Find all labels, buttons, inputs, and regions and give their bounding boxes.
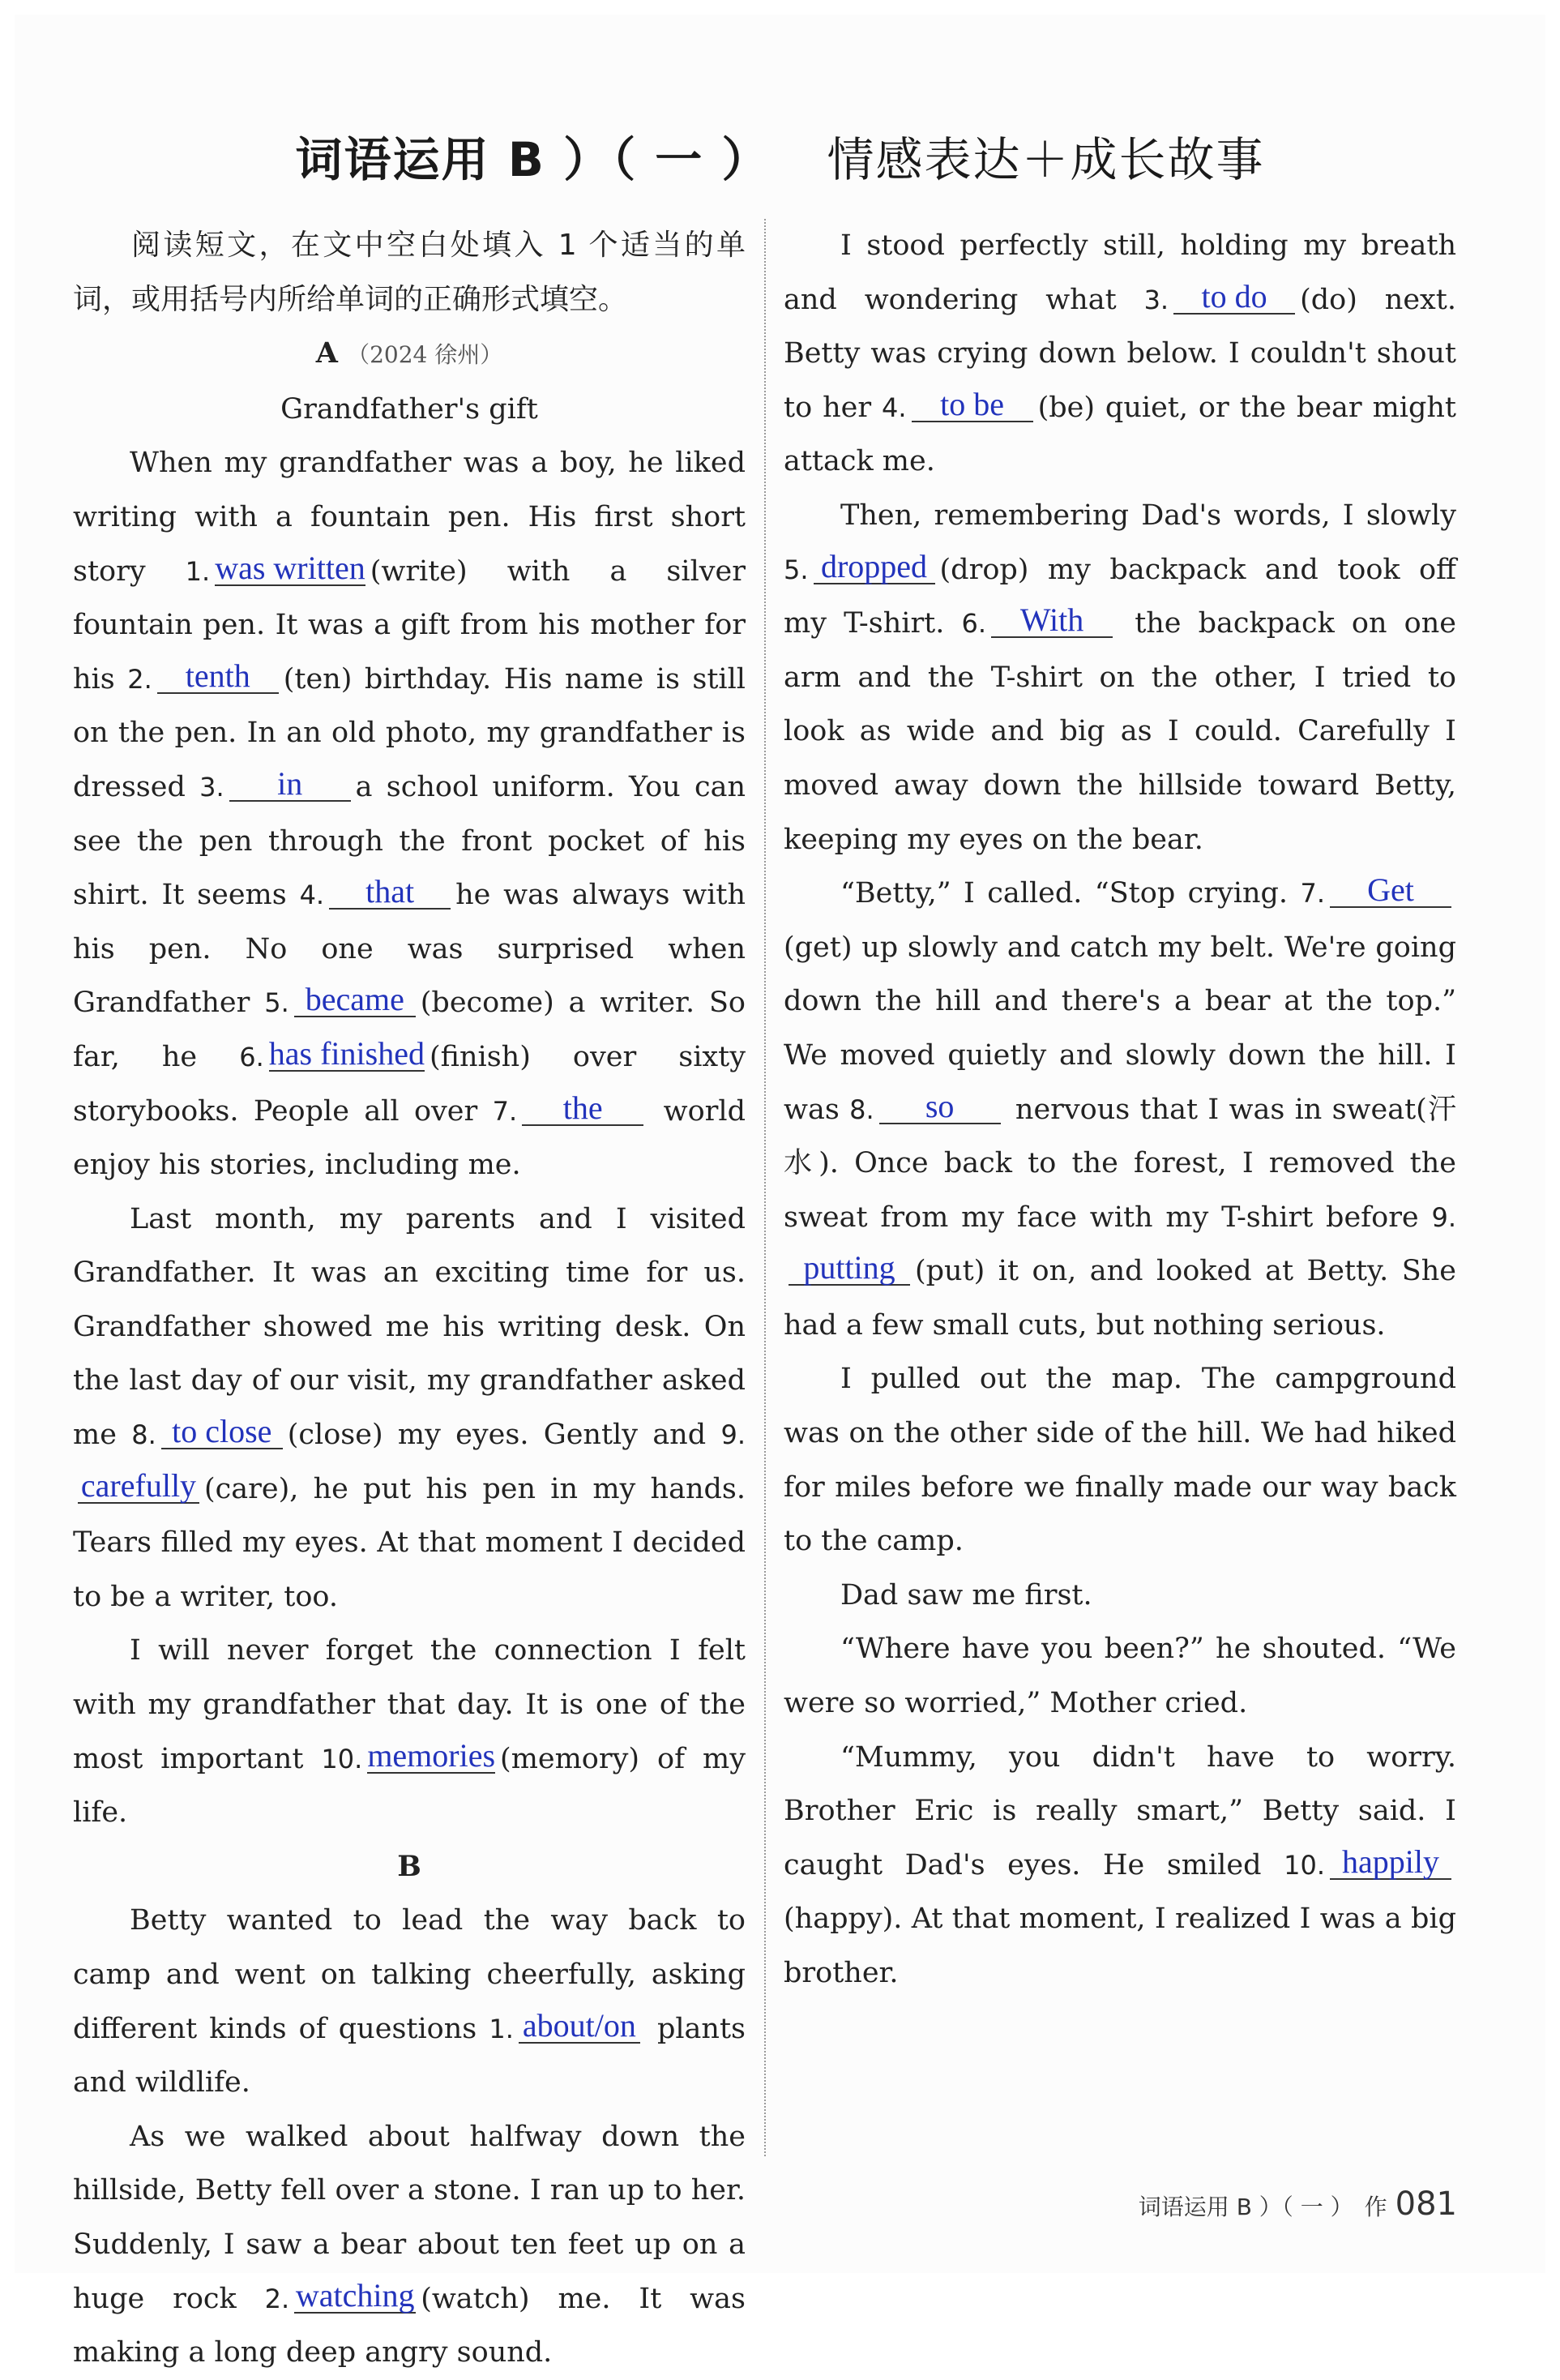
answer-blank-b9[interactable]: putting bbox=[789, 1252, 910, 1286]
text: “Mummy, you didn't have to worry. Brother Eric is really smart,” Betty said. I caught Dad's eyes. He smiled bbox=[784, 1740, 1456, 1881]
blank-number: 7. bbox=[1300, 878, 1325, 910]
text: I stood perfectly still, holding my breath and wondering what bbox=[784, 229, 1456, 316]
answer-blank-a6[interactable]: has finished bbox=[268, 1034, 425, 1072]
section-b-paragraph-6: I pulled out the map. The campground was on the other side of the hill. We had hiked for miles before we finally made our way back to the camp. bbox=[784, 1363, 1456, 1558]
blank-number: 3. bbox=[1143, 284, 1169, 315]
blank-number: 1. bbox=[489, 2013, 514, 2044]
blank-number: 10. bbox=[1284, 1849, 1325, 1881]
section-a-label: A bbox=[315, 336, 338, 370]
blank-number: 9. bbox=[720, 1419, 746, 1451]
answer-blank-a9[interactable]: carefully bbox=[78, 1470, 199, 1504]
text: (write) with a silver fountain pen. It was a gift from his mother for his bbox=[73, 554, 746, 696]
text: I will never forget the connection I felt with my grandfather that day. It is one of the most important bbox=[73, 1634, 746, 1775]
blank-number: 3. bbox=[199, 771, 224, 803]
blank-number: 6. bbox=[239, 1041, 264, 1072]
text: a school uniform. You can see the pen through the front pocket of his shirt. It seems bbox=[73, 770, 746, 912]
blank-number: 1. bbox=[185, 555, 211, 587]
text: (finish) over sixty storybooks. People all over bbox=[73, 1040, 746, 1128]
answer-blank-a10[interactable]: memories bbox=[367, 1736, 496, 1774]
blank-number: 6. bbox=[961, 608, 987, 640]
text: (happy). At that moment, I realized I was a big brother. bbox=[784, 1903, 1456, 1989]
section-b-paragraph-3 bbox=[784, 219, 1456, 489]
answer-blank-a4[interactable]: that bbox=[329, 875, 451, 910]
answer-blank-a7[interactable]: the bbox=[522, 1092, 643, 1126]
section-b-paragraph-5 bbox=[784, 867, 1456, 1352]
blank-number: 8. bbox=[849, 1094, 874, 1125]
title-main: 词语运用 B ）（ 一 ） bbox=[295, 132, 771, 187]
text: When my grandfather was a boy, he liked writing with a fountain pen. His first short story bbox=[73, 447, 746, 588]
section-b-paragraph-1 bbox=[73, 1894, 746, 2109]
text: (get) up slowly and catch my belt. We're going down the hill and there's a bear at the top.” We moved quietly and slowly down the hill. I was bbox=[784, 931, 1456, 1126]
footer-label: 词语运用 B ）（ 一 ） bbox=[1138, 2194, 1342, 2220]
answer-blank-b3[interactable]: to do bbox=[1173, 280, 1295, 315]
answer-blank-b2[interactable]: watching bbox=[295, 2276, 415, 2314]
answer-blank-b6[interactable]: With bbox=[991, 604, 1113, 638]
page-title bbox=[0, 122, 1560, 190]
story-title: Grandfather's gift bbox=[280, 392, 538, 426]
blank-number: 9. bbox=[1431, 1201, 1456, 1233]
text: plants and wildlife. bbox=[73, 2012, 746, 2100]
section-b-paragraph-2 bbox=[73, 2110, 746, 2380]
section-a-heading bbox=[73, 327, 746, 383]
answer-blank-b5[interactable]: dropped bbox=[814, 550, 935, 584]
title-topic: 情感表达＋成长故事 bbox=[827, 132, 1265, 187]
text: (watch) me. It was making a long deep angry sound. bbox=[73, 2282, 746, 2369]
section-a-paragraph-2 bbox=[73, 1192, 746, 1624]
answer-blank-a2[interactable]: tenth bbox=[157, 660, 279, 694]
blank-number: 10. bbox=[321, 1743, 363, 1774]
blank-number: 2. bbox=[127, 663, 152, 695]
section-b-paragraph-8: “Where have you been?” he shouted. “We were so worried,” Mother cried. bbox=[784, 1633, 1456, 1720]
blank-number: 7. bbox=[492, 1095, 518, 1127]
text: the backpack on one arm and the T-shirt on the other, I tried to look as wide and big as I could. Carefully I moved away down the hillside toward Betty, keeping my eyes on the bear. bbox=[784, 607, 1456, 856]
text: Betty wanted to lead the way back to camp and went on talking cheerfully, asking different kinds of questions bbox=[73, 1904, 746, 2045]
section-b-paragraph-7: Dad saw me first. bbox=[840, 1578, 1092, 1612]
text: (care), he put his pen in my hands. Tears filled my eyes. At that moment I decided to be a writer, too. bbox=[73, 1472, 746, 1613]
answer-blank-b10[interactable]: happily bbox=[1330, 1846, 1451, 1880]
answer-blank-b7[interactable]: Get bbox=[1330, 874, 1451, 908]
section-b-paragraph-4 bbox=[784, 489, 1456, 867]
text: (be) quiet, or the bear might attack me. bbox=[784, 391, 1456, 478]
text: he was always with his pen. No one was surprised when Grandfather bbox=[73, 879, 746, 1020]
section-b-label: B bbox=[397, 1849, 421, 1883]
text: (close) my eyes. Gently and bbox=[287, 1419, 707, 1452]
right-column bbox=[784, 219, 1456, 2001]
page-number: 081 bbox=[1395, 2185, 1457, 2223]
text: Then, remembering Dad's words, I slowly bbox=[840, 499, 1456, 532]
footer-prefix: 作 bbox=[1364, 2194, 1387, 2220]
blank-number: 5. bbox=[264, 987, 289, 1019]
text: (put) it on, and looked at Betty. She had a few small cuts, but nothing serious. bbox=[784, 1255, 1456, 1342]
answer-blank-a5[interactable]: became bbox=[294, 983, 416, 1017]
text: (ten) birthday. His name is still on the pen. In an old photo, my grandfather is dressed bbox=[73, 662, 746, 803]
text: world enjoy his stories, including me. bbox=[73, 1094, 746, 1182]
text: (become) a writer. So far, he bbox=[73, 987, 746, 1073]
answer-blank-b8[interactable]: so bbox=[879, 1090, 1001, 1124]
left-column bbox=[73, 219, 746, 2380]
blank-number: 8. bbox=[131, 1419, 156, 1451]
answer-blank-b4[interactable]: to be bbox=[912, 388, 1033, 422]
answer-blank-a8[interactable]: to close bbox=[161, 1415, 283, 1449]
text: Last month, my parents and I visited Grandfather. It was an exciting time for us. Grandfather showed me his writing desk. On the last day of our visit, my grandfather asked me bbox=[73, 1202, 746, 1452]
text: As we walked about halfway down the hillside, Betty fell over a stone. I ran up to her. Suddenly, I saw a bear about ten feet up on a huge rock bbox=[73, 2120, 746, 2315]
section-b-paragraph-9 bbox=[784, 1731, 1456, 2001]
text: (do) next. Betty was crying down below. I couldn't shout to her bbox=[784, 283, 1456, 424]
text: (memory) of my life. bbox=[73, 1742, 746, 1830]
blank-number: 4. bbox=[882, 392, 907, 423]
answer-blank-a3[interactable]: in bbox=[229, 768, 351, 802]
blank-number: 5. bbox=[784, 554, 809, 585]
page-footer bbox=[1139, 2185, 1457, 2223]
text: nervous that I was in sweat(汗水). Once back to the forest, I removed the sweat from my face with my T-shirt before bbox=[784, 1093, 1456, 1234]
blank-number: 2. bbox=[264, 2283, 290, 2314]
section-a-source: （2024 徐州） bbox=[347, 341, 503, 369]
text: (drop) my backpack and took off my T-shirt. bbox=[784, 553, 1456, 640]
instruction: 阅读短文，在文中空白处填入 1 个适当的单词，或用括号内所给单词的正确形式填空。 bbox=[73, 229, 746, 316]
answer-blank-a1[interactable]: was written bbox=[215, 549, 365, 586]
blank-number: 4. bbox=[299, 880, 325, 911]
section-a-paragraph-1 bbox=[73, 436, 746, 1192]
answer-blank-b1[interactable]: about/on bbox=[519, 2010, 640, 2044]
column-divider bbox=[764, 219, 766, 2156]
section-a-paragraph-3 bbox=[73, 1624, 746, 1839]
text: “Betty,” I called. “Stop crying. bbox=[840, 877, 1289, 910]
